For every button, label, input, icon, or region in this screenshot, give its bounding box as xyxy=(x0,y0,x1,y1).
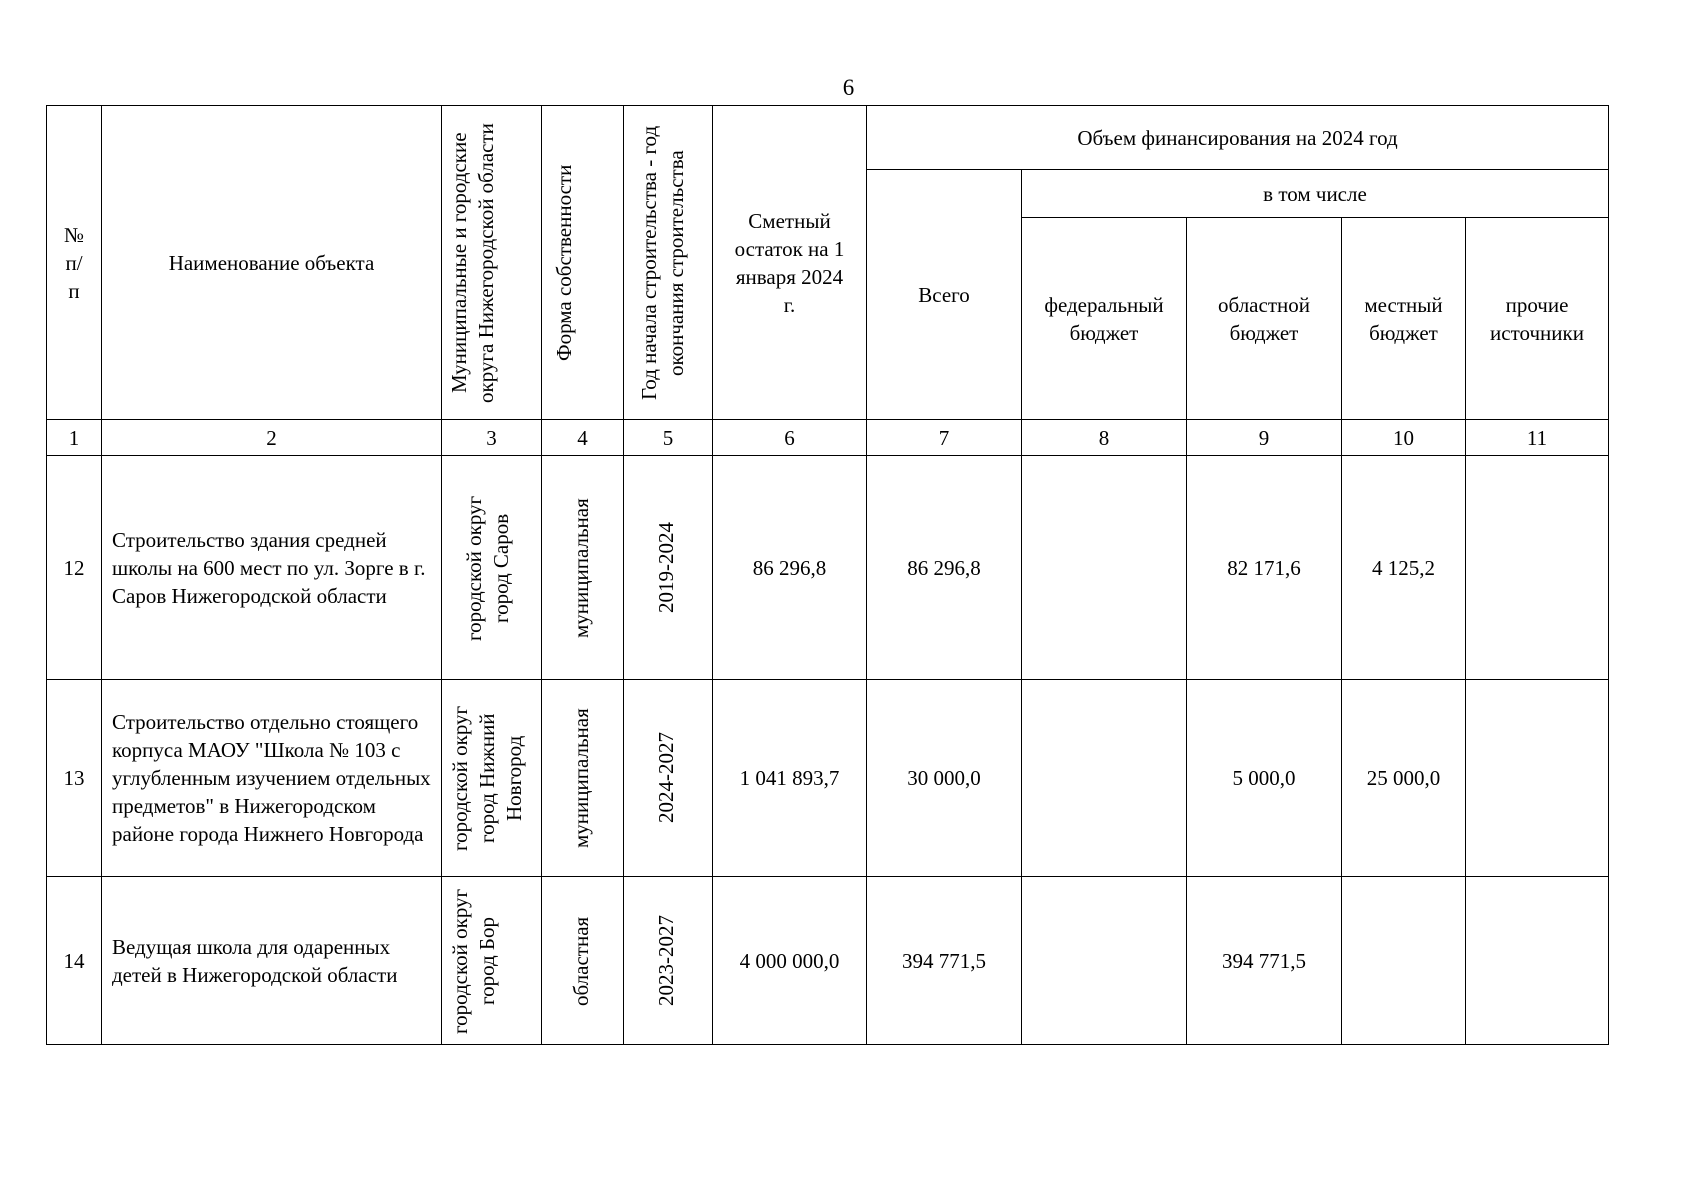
header-total: Всего xyxy=(867,170,1022,420)
row-regional: 82 171,6 xyxy=(1187,456,1342,680)
header-local-label: местный бюджет xyxy=(1364,292,1443,345)
row-years-label: 2019-2024 xyxy=(654,522,678,613)
column-number: 2 xyxy=(102,420,442,456)
financing-table xyxy=(46,105,1609,1045)
row-federal xyxy=(1022,877,1187,1045)
row-regional: 394 771,5 xyxy=(1187,877,1342,1045)
row-name: Строительство здания средней школы на 600 мест по ул. Зорге в г. Саров Нижегородской области xyxy=(102,456,442,680)
header-other xyxy=(1466,218,1609,420)
row-municipal xyxy=(442,456,542,680)
header-federal-label: федеральный бюджет xyxy=(1044,292,1164,345)
table-row xyxy=(47,877,1609,1045)
row-municipal xyxy=(442,680,542,877)
row-years xyxy=(624,877,713,1045)
row-federal xyxy=(1022,680,1187,877)
row-years xyxy=(624,680,713,877)
row-ownership-label: муниципальная xyxy=(568,708,593,848)
row-total: 86 296,8 xyxy=(867,456,1022,680)
header-remainder xyxy=(713,106,867,420)
header-ownership xyxy=(542,106,624,420)
header-other-label: прочие источники xyxy=(1490,292,1584,345)
column-numbers-row xyxy=(47,420,1609,456)
row-years-label: 2023-2027 xyxy=(654,915,678,1006)
row-name: Строительство отдельно стоящего корпуса МАОУ "Школа № 103 с углубленным изучением отдельных предметов" в Нижегородском районе города Нижнего Новгорода xyxy=(102,680,442,877)
column-number: 5 xyxy=(624,420,713,456)
row-name: Ведущая школа для одаренных детей в Нижегородской области xyxy=(102,877,442,1045)
header-federal xyxy=(1022,218,1187,420)
column-number: 3 xyxy=(442,420,542,456)
row-years-label: 2024-2027 xyxy=(654,732,678,824)
header-years xyxy=(624,106,713,420)
row-other xyxy=(1466,680,1609,877)
header-num xyxy=(47,106,102,420)
row-total: 30 000,0 xyxy=(867,680,1022,877)
row-ownership-label: областная xyxy=(568,915,593,1006)
header-funding: Объем финансирования на 2024 год xyxy=(867,106,1609,170)
header-local xyxy=(1342,218,1466,420)
row-ownership xyxy=(542,877,624,1045)
column-number: 9 xyxy=(1187,420,1342,456)
row-municipal-label: городской округ город Бор xyxy=(447,887,499,1034)
row-remainder: 86 296,8 xyxy=(713,456,867,680)
row-municipal xyxy=(442,877,542,1045)
row-other xyxy=(1466,456,1609,680)
header-years-label: Год начала строительства - год окончания строительства xyxy=(637,125,688,400)
row-federal xyxy=(1022,456,1187,680)
column-number: 11 xyxy=(1466,420,1609,456)
row-total: 394 771,5 xyxy=(867,877,1022,1045)
row-local: 25 000,0 xyxy=(1342,680,1466,877)
header-remainder-label: Сметный остаток на 1 января 2024 г. xyxy=(734,208,845,317)
row-ownership-label: муниципальная xyxy=(568,497,593,638)
page-number: 6 xyxy=(842,75,855,100)
header-regional xyxy=(1187,218,1342,420)
column-number: 8 xyxy=(1022,420,1187,456)
row-other xyxy=(1466,877,1609,1045)
header-municipal-label: Муниципальные и городские округа Нижегородской области xyxy=(446,122,498,403)
header-row-1 xyxy=(47,106,1609,170)
column-number: 4 xyxy=(542,420,624,456)
header-ownership-label: Форма собственности xyxy=(551,164,576,361)
column-number: 1 xyxy=(47,420,102,456)
row-num: 14 xyxy=(47,877,102,1045)
row-local: 4 125,2 xyxy=(1342,456,1466,680)
header-name: Наименование объекта xyxy=(102,106,442,420)
row-local xyxy=(1342,877,1466,1045)
column-number: 10 xyxy=(1342,420,1466,456)
row-remainder: 4 000 000,0 xyxy=(713,877,867,1045)
header-including: в том числе xyxy=(1022,170,1609,218)
header-regional-label: областной бюджет xyxy=(1218,292,1310,345)
row-ownership xyxy=(542,456,624,680)
header-municipal xyxy=(442,106,542,420)
table-row xyxy=(47,680,1609,877)
row-num: 12 xyxy=(47,456,102,680)
table-row xyxy=(47,456,1609,680)
row-years xyxy=(624,456,713,680)
row-ownership xyxy=(542,680,624,877)
row-num: 13 xyxy=(47,680,102,877)
row-remainder: 1 041 893,7 xyxy=(713,680,867,877)
row-municipal-label: городской округ город Саров xyxy=(461,494,513,641)
row-regional: 5 000,0 xyxy=(1187,680,1342,877)
row-municipal-label: городской округ город Нижний Новгород xyxy=(447,705,526,851)
column-number: 6 xyxy=(713,420,867,456)
column-number: 7 xyxy=(867,420,1022,456)
header-num-label: № п/ п xyxy=(63,222,85,303)
